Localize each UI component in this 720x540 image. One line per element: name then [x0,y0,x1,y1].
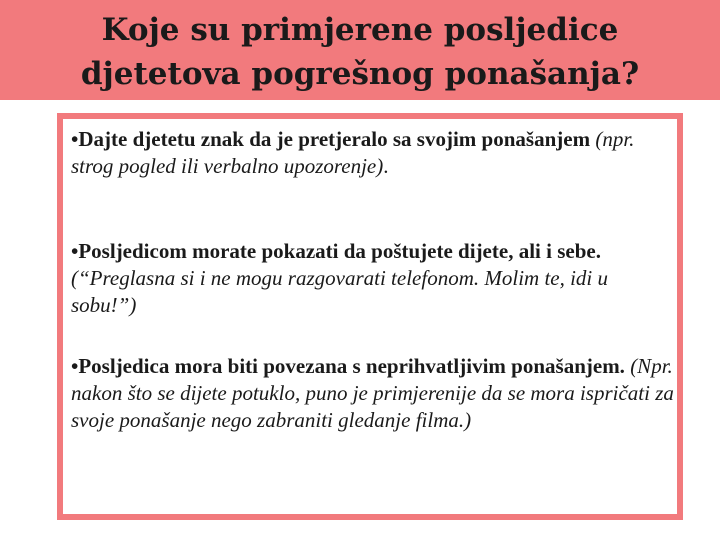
slide-title-line-1: Koje su primjerene posljedice [101,12,619,48]
bullet-marker: • [71,127,79,151]
bullet-lead-text: Posljedica mora biti povezana s neprihvatljivim ponašanjem. [78,354,625,378]
bullet-item [71,238,677,319]
bullet-item [71,353,677,434]
content-box [57,113,683,520]
bullet-lead-text: Dajte djetetu znak da je pretjeralo sa svojim ponašanjem [78,127,591,151]
bullet-marker: • [71,239,79,263]
bullet-note-text: (npr. strog pogled ili verbalno upozorenje) [71,127,635,178]
bullet-tail-text: . [383,154,389,178]
bullet-item [71,126,677,180]
slide-title-line-2: djetetova pogrešnog ponašanja? [80,56,640,92]
bullet-marker: • [71,354,79,378]
bullet-lead-text: Posljedicom morate pokazati da poštujete dijete, ali i sebe. [78,239,601,263]
bullet-note-text: (Npr. nakon što se dijete potuklo, puno je primjerenije da se mora ispričati za svoje ponašanje nego zabraniti gledanje filma.) [71,354,674,432]
bullet-note-text: (“Preglasna si i ne mogu razgovarati telefonom. Molim te, idi u sobu!”) [71,266,609,317]
slide-title [0,8,720,96]
